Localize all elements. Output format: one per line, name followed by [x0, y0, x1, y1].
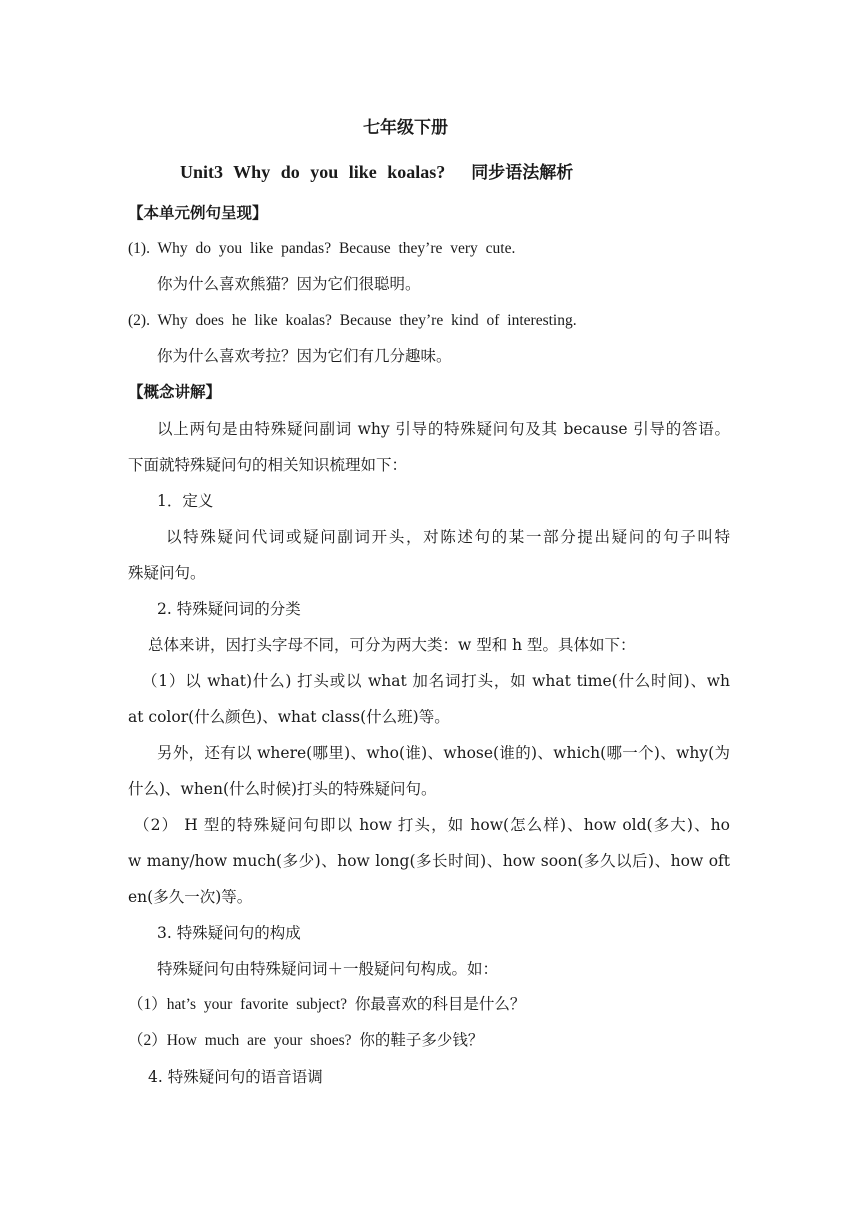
w-type-line-1: （1）以 what)什么) 打头或以 what 加名词打头，如 what time(什么时间)、wh [142, 672, 730, 690]
definition-line-1: 以特殊疑问代词或疑问副词开头，对陈述句的某一部分提出疑问的句子叫特 [166, 528, 730, 546]
subtitle-english: Unit3 Why do you like koalas? [180, 162, 446, 182]
definition-line-2: 殊疑问句。 [128, 564, 206, 582]
example-sentence-2-en: (2). Why does he like koalas? Because they’re kind of interesting. [128, 312, 577, 329]
h-type-line-2: w many/how much(多少)、how long(多长时间)、how soon(多久以后)、how oft [128, 852, 730, 870]
example-sentence-2-cn: 你为什么喜欢考拉？因为它们有几分趣味。 [157, 347, 452, 365]
section-heading-examples: 【本单元例句呈现】 [128, 204, 268, 222]
point-4-title: 4. 特殊疑问句的语音语调 [148, 1068, 323, 1086]
h-type-line-1: （2） H 型的特殊疑问句即以 how 打头，如 how(怎么样)、how old(多大)、ho [134, 816, 730, 834]
example-sentence-1-cn: 你为什么喜欢熊猫？因为它们很聪明。 [157, 275, 421, 293]
subtitle-chinese: 同步语法解析 [471, 163, 574, 183]
other-w-line-2: 什么)、when(什么时候)打头的特殊疑问句。 [128, 780, 437, 798]
structure-example-2: （2）How much are your shoes? 你的鞋子多少钱？ [128, 1032, 484, 1049]
point-2-title: 2. 特殊疑问词的分类 [157, 600, 301, 618]
page-title: 七年级下册 [363, 118, 448, 138]
section-heading-concepts: 【概念讲解】 [128, 383, 222, 401]
point-3-title: 3. 特殊疑问句的构成 [157, 924, 301, 942]
structure-intro: 特殊疑问句由特殊疑问词＋一般疑问句构成。如： [157, 960, 499, 978]
h-type-line-3: en(多久一次)等。 [128, 888, 253, 906]
intro-paragraph-line-1: 以上两句是由特殊疑问副词 why 引导的特殊疑问句及其 because 引导的答语。 [157, 420, 730, 438]
structure-example-1: （1）hat’s your favorite subject? 你最喜欢的科目是什么？ [128, 996, 526, 1013]
point-1-title: 1．定义 [157, 492, 214, 510]
unit-subtitle [180, 162, 573, 183]
w-type-line-2: at color(什么颜色)、what class(什么班)等。 [128, 708, 450, 726]
example-sentence-1-en: (1). Why do you like pandas? Because they’re very cute. [128, 240, 516, 257]
classification-intro: 总体来讲，因打头字母不同，可分为两大类：w 型和 h 型。具体如下： [148, 636, 636, 654]
intro-paragraph-line-2: 下面就特殊疑问句的相关知识梳理如下： [128, 456, 408, 474]
other-w-line-1: 另外，还有以 where(哪里)、who(谁)、whose(谁的)、which(哪一个)、why(为 [157, 744, 730, 762]
